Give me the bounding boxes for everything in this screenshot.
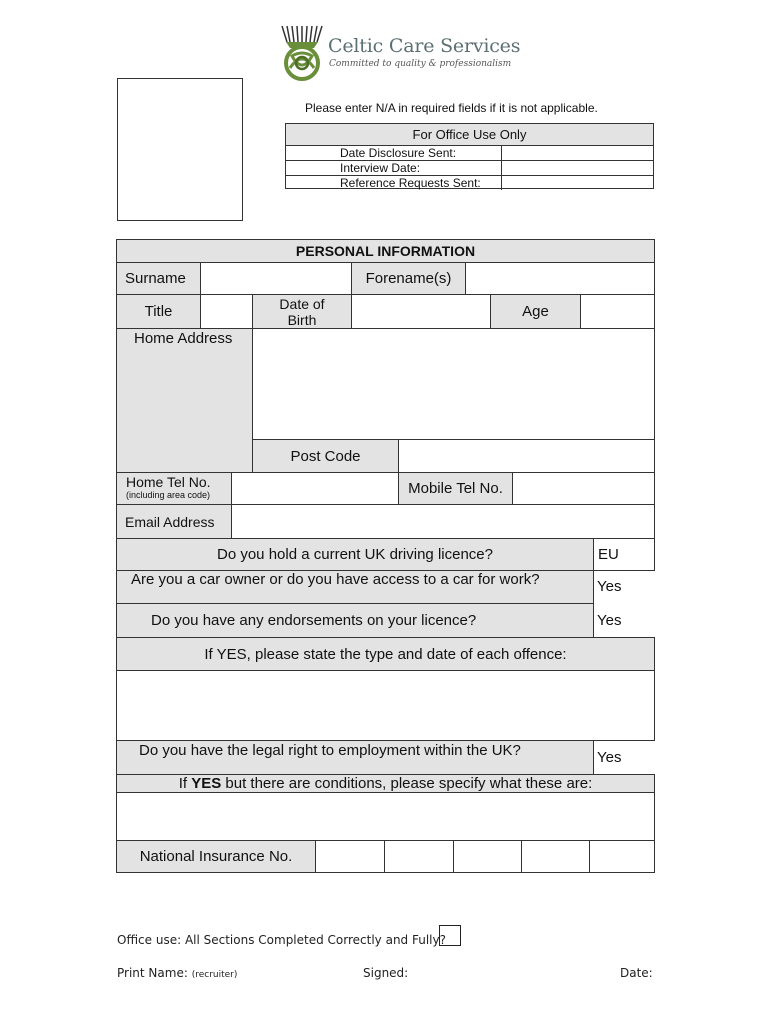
conditions-prefix: If <box>178 775 192 792</box>
age-label: Age <box>490 294 581 329</box>
office-row-label: Date Disclosure Sent: <box>286 146 502 160</box>
office-use-title: For Office Use Only <box>286 124 653 145</box>
age-input[interactable] <box>580 294 655 329</box>
ni-box[interactable] <box>453 841 521 872</box>
driving-licence-question: Do you hold a current UK driving licence? <box>116 538 594 571</box>
recruiter-note: (recruiter) <box>191 970 238 980</box>
instruction-text: Please enter N/A in required fields if it is not applicable. <box>305 101 598 115</box>
office-row-value[interactable] <box>502 176 653 190</box>
postcode-input[interactable] <box>398 439 655 473</box>
office-check-text: Office use: All Sections Completed Correctly and Fully? <box>117 933 446 947</box>
endorsements-answer[interactable]: Yes <box>594 612 654 634</box>
home-tel-note: (including area code) <box>126 490 211 500</box>
office-row-label: Interview Date: <box>286 161 502 175</box>
home-tel-input[interactable] <box>231 472 399 505</box>
car-owner-question: Are you a car owner or do you have access to a car for work? <box>116 570 594 604</box>
car-owner-answer[interactable]: Yes <box>594 578 654 600</box>
home-tel-label <box>116 472 232 505</box>
offence-details-input[interactable] <box>116 670 655 741</box>
office-row-references <box>286 175 653 190</box>
ni-box[interactable] <box>316 841 384 872</box>
company-name: Celtic Care Services <box>328 35 521 57</box>
office-use-table <box>285 123 654 189</box>
email-input[interactable] <box>231 504 655 539</box>
mobile-tel-input[interactable] <box>512 472 655 505</box>
ni-box[interactable] <box>521 841 589 872</box>
conditions-details-input[interactable] <box>116 792 655 841</box>
conditions-bold: YES <box>191 775 222 792</box>
endorsements-question: Do you have any endorsements on your licence? <box>116 603 594 638</box>
company-tagline: Committed to quality & professionalism <box>329 59 512 69</box>
office-check-checkbox[interactable] <box>439 925 461 946</box>
office-row-label: Reference Requests Sent: <box>286 176 502 190</box>
home-tel-label-text: Home Tel No. <box>126 474 211 490</box>
office-row-value[interactable] <box>502 146 653 160</box>
driving-licence-answer[interactable]: EU <box>593 538 655 571</box>
photo-box[interactable] <box>117 78 243 221</box>
ni-label: National Insurance No. <box>116 840 316 873</box>
office-row-interview <box>286 160 653 175</box>
legal-right-answer[interactable]: Yes <box>594 749 654 771</box>
dob-label-line1: Date of <box>279 296 325 312</box>
dob-label <box>252 294 352 329</box>
ni-box[interactable] <box>384 841 453 872</box>
forename-input[interactable] <box>465 262 655 295</box>
thistle-knot-icon <box>276 24 326 82</box>
signed-label: Signed: <box>363 966 409 980</box>
dob-label-line2: Birth <box>287 312 317 328</box>
conditions-suffix: but there are conditions, please specify what these are: <box>221 775 593 792</box>
forename-label: Forename(s) <box>351 262 466 295</box>
surname-label: Surname <box>116 262 201 295</box>
date-label: Date: <box>620 966 653 980</box>
section-title-personal: PERSONAL INFORMATION <box>116 239 655 263</box>
ni-input-group <box>315 840 655 873</box>
postcode-label: Post Code <box>252 439 399 473</box>
dob-input[interactable] <box>351 294 491 329</box>
print-name-label <box>117 966 237 980</box>
title-input[interactable] <box>200 294 253 329</box>
office-row-value[interactable] <box>502 161 653 175</box>
company-logo <box>276 24 521 82</box>
ni-box[interactable] <box>589 841 655 872</box>
email-label: Email Address <box>116 504 232 539</box>
conditions-prompt <box>116 774 655 793</box>
offence-prompt: If YES, please state the type and date of each offence: <box>116 637 655 671</box>
print-name-text: Print Name: <box>117 966 188 980</box>
legal-right-question: Do you have the legal right to employment within the UK? <box>116 740 594 775</box>
home-address-label: Home Address <box>116 328 253 473</box>
surname-input[interactable] <box>200 262 352 295</box>
office-row-disclosure <box>286 145 653 160</box>
home-address-input[interactable] <box>252 328 655 440</box>
mobile-tel-label: Mobile Tel No. <box>398 472 513 505</box>
title-label: Title <box>116 294 201 329</box>
